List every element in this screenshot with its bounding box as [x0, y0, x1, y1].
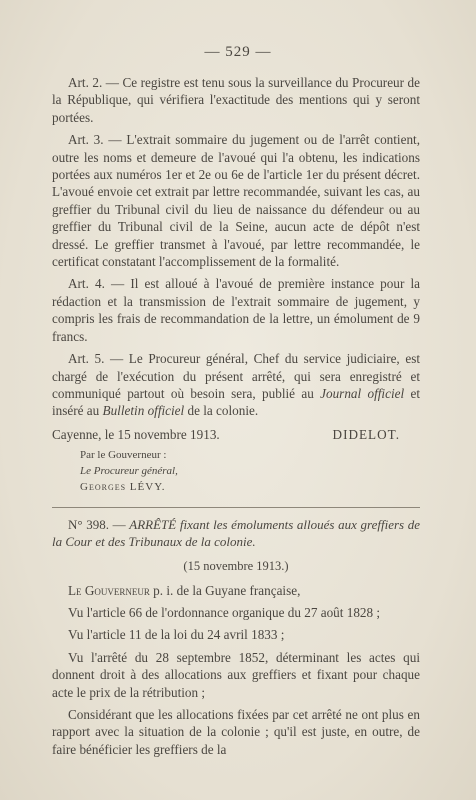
par-le-gouverneur: Par le Gouverneur :: [80, 449, 167, 462]
section-divider: [52, 507, 420, 508]
arrete-heading: [52, 516, 420, 550]
article-3: Art. 3. — L'extrait sommaire du jugement ou de l'arrêt contient, outre les noms et demeure de l'avoué qui l'a obtenu, les indications portées aux numéros 1er et 2e ou 6e de l'article 1er du présent décret. L'avoué envoie cet extrait par lettre recommandée, suivant les cas, au greffier du Tribunal civil du lieu de naissance du défendeur ou au greffier du Tribunal civil de la Seine, aucun acte de dépôt n'est dressé. Le greffier transmet à l'avoué, par lettre recommandée, le certificat constatant l'accomplissement de la formalité.: [52, 132, 420, 270]
article-4: Art. 4. — Il est alloué à l'avoué de première instance pour la rédaction et la transmission de l'extrait sommaire de jugement, y compris les frais de recommandation de la lettre, un émolument de 9 francs.: [52, 276, 420, 344]
procureur-name: Georges LÉVY.: [80, 481, 166, 494]
preamble-item: Vu l'arrêté du 28 septembre 1852, déterminant les actes qui donnent droit à des allocations aux greffiers et fixant pour chaque acte le prix de la rétribution ;: [52, 649, 420, 700]
arrete-date: (15 novembre 1913.): [183, 559, 289, 574]
arrete-title: ARRÊTÉ fixant les émoluments alloués aux greffiers de la Cour et des Tribunaux de la colonie.: [52, 517, 420, 550]
article-5: [52, 350, 420, 420]
journal-officiel: Journal officiel: [320, 385, 405, 401]
preamble-gouverneur: [52, 582, 420, 599]
bulletin-officiel: Bulletin officiel: [102, 403, 185, 419]
gouverneur-label: Le Gouverneur: [68, 582, 150, 598]
preamble-item: Vu l'article 66 de l'ordonnance organique du 27 août 1828 ;: [68, 604, 381, 620]
arrete-number: N° 398.: [68, 517, 109, 533]
place-date: Cayenne, le 15 novembre 1913.: [52, 426, 220, 442]
preamble-item: Considérant que les allocations fixées par cet arrêté ne ont plus en rapport avec la situation de la colonie ; qu'il est juste, en outre, de faire bénéficier les greffiers de la: [52, 706, 420, 757]
signer: DIDELOT.: [332, 426, 400, 442]
procureur-role: Le Procureur général,: [80, 465, 178, 478]
gouverneur-rest: p. i. de la Guyane française,: [149, 582, 301, 598]
document-body: [52, 74, 420, 763]
article-5-end: de la colonie.: [184, 403, 259, 419]
preamble-item: Vu l'article 11 de la loi du 24 avril 1833 ;: [68, 627, 285, 643]
article-2: Art. 2. — Ce registre est tenu sous la surveillance du Procureur de la République, qui vérifiera l'exactitude des mentions qui y seront portées.: [52, 75, 420, 125]
article-5-middle: et inséré au: [52, 385, 420, 419]
arrete-dash: —: [108, 517, 130, 533]
countersign-block: [52, 447, 420, 495]
signature-row: [52, 426, 420, 443]
page-number: — 529 —: [204, 44, 272, 60]
article-5-text: Art. 5. — Le Procureur général, Chef du service judiciaire, est chargé de l'exécution du présent arrêté, qui sera enregistré et communiqué partout où besoin sera, publié au: [52, 351, 420, 401]
